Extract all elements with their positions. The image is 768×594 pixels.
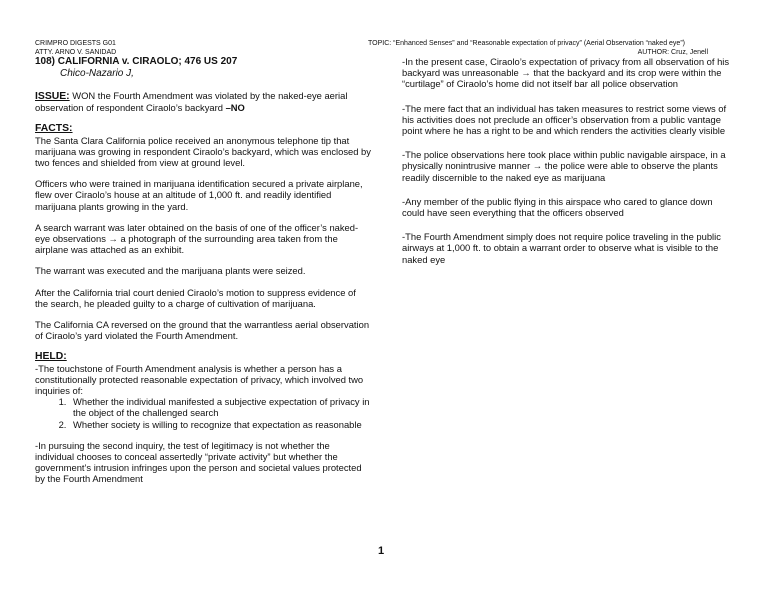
ponente: Chico-Nazario J, bbox=[60, 68, 134, 79]
held-paragraph: -Any member of the public flying in this airspace who cared to glance down could have seen everything that the officers observed bbox=[402, 195, 713, 219]
facts-paragraph: The warrant was executed and the marijuana plants were seized. bbox=[35, 265, 306, 277]
facts-paragraph: The Santa Clara California police received an anonymous telephone tip that marijuana was growing in respondent Ciraolo’s backyard, which was enclosed by two fences and shielded from view at ground level. bbox=[35, 134, 371, 169]
facts-paragraph: After the California trial court denied Ciraolo’s motion to suppress evidence of the search, he pleaded guilty to a charge of cultivation of marijuana. bbox=[35, 286, 356, 309]
header-left bbox=[35, 39, 335, 57]
left-column bbox=[35, 56, 371, 485]
held-paragraph: -The police observations here took place within public navigable airspace, in a physically nonintrusive manner → the police were able to observe the plants readily discernible to the naked eye as marijuana bbox=[402, 149, 726, 183]
attorney: ATTY. ARNO V. SANIDAD bbox=[35, 49, 117, 56]
author: AUTHOR: Cruz, Jenell bbox=[637, 49, 708, 56]
case-title: 108) CALIFORNIA v. CIRAOLO; 476 US 207 bbox=[35, 56, 238, 67]
held-heading: HELD: bbox=[35, 351, 67, 363]
facts-paragraph: A search warrant was later obtained on the basis of one of the officer’s naked-eye observations → a photograph of the surrounding area taken from the airplane was attached as an exhibit. bbox=[35, 221, 359, 256]
held-paragraph: -In the present case, Ciraolo’s expectation of privacy from all observation of his backyard was unreasonable → that the backyard and its crop were within the “curtilage” of Ciraolo’s home did not itself bar all police observation bbox=[402, 56, 730, 90]
issue-text: WON the Fourth Amendment was violated by the naked-eye aerial observation of respondent Ciraolo’s backyard bbox=[35, 90, 348, 114]
course-code: CRIMPRO DIGESTS G01 bbox=[35, 40, 116, 47]
facts-paragraph: The California CA reversed on the ground that the warrantless aerial observation of Ciraolo’s yard violated the Fourth Amendment. bbox=[35, 319, 370, 342]
issue-paragraph bbox=[35, 90, 371, 113]
inquiry-item: 2. Whether society is willing to recognize that expectation as reasonable bbox=[69, 419, 371, 430]
right-column bbox=[402, 56, 732, 265]
page-number: 1 bbox=[378, 545, 385, 557]
held-paragraph: -The mere fact that an individual has taken measures to restrict some views of his activities does not preclude an officer’s observation from a public vantage point where he has a right to be and which renders the activities clearly visible bbox=[402, 102, 727, 137]
issue-answer: –NO bbox=[225, 102, 245, 114]
topic: TOPIC: “Enhanced Senses” and “Reasonable expectation of privacy” (Aerial Observation “naked eye”) bbox=[368, 40, 685, 47]
facts-paragraph: Officers who were trained in marijuana identification secured a private airplane, flew over Ciraolo’s house at an altitude of 1,000 ft. and readily identified marijuana plants growing in the yard. bbox=[35, 178, 363, 212]
held-intro: -The touchstone of Fourth Amendment analysis is whether a person has a constitutionally protected reasonable expectation of privacy, which involved two inquiries of: bbox=[35, 362, 364, 397]
facts-heading: FACTS: bbox=[35, 123, 73, 135]
issue-heading: ISSUE: bbox=[35, 91, 70, 102]
inquiry-list bbox=[35, 396, 371, 430]
held-paragraph: -The Fourth Amendment simply does not require police traveling in the public airways at 1,000 ft. to obtain a warrant order to observe what is visible to the naked eye bbox=[402, 231, 721, 265]
inquiry-item: 1. Whether the individual manifested a subjective expectation of privacy in the object of the challenged search bbox=[69, 396, 371, 418]
held-paragraph: -In pursuing the second inquiry, the test of legitimacy is not whether the individual chooses to conceal assertedly “private activity” but whether the government’s intrusion infringes upon the person and societal values protected by the Fourth Amendment bbox=[35, 439, 362, 485]
header-right bbox=[368, 39, 720, 57]
